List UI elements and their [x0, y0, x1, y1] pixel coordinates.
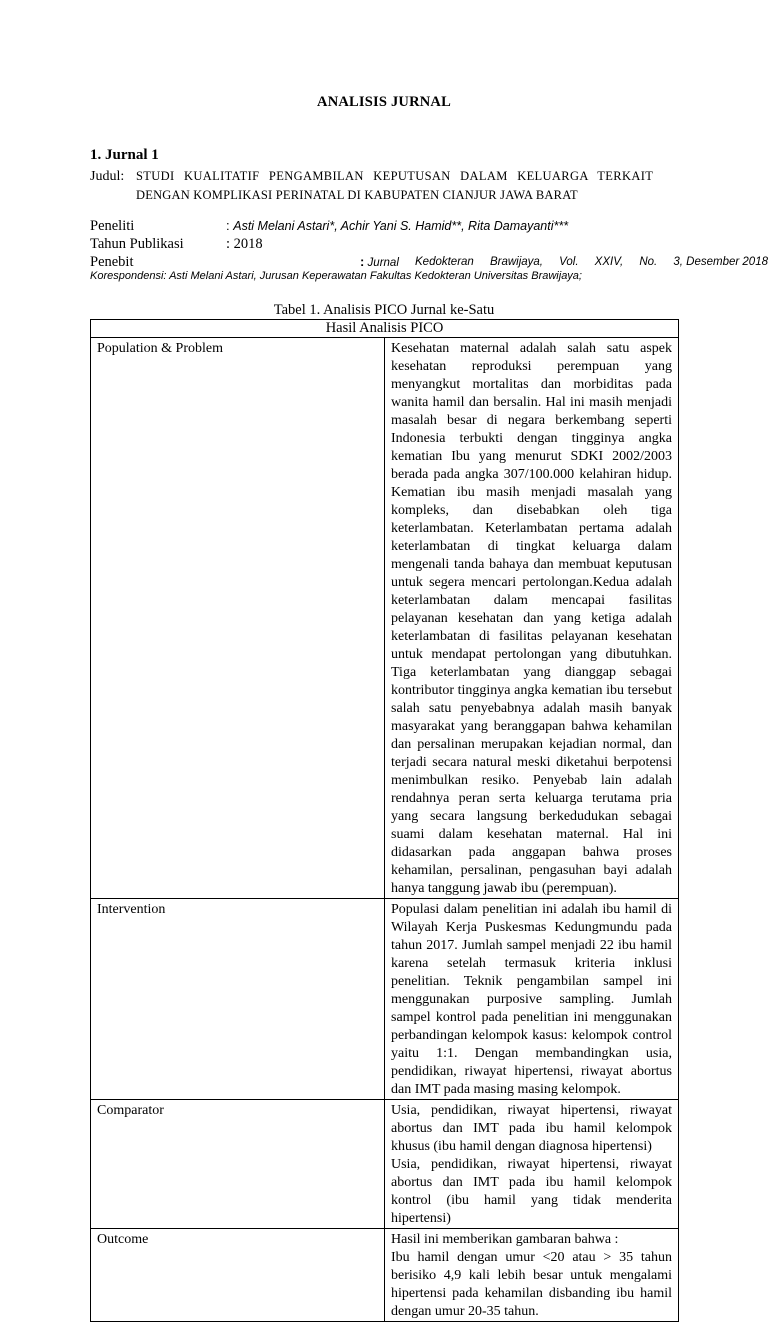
- row-text-outcome: [385, 1229, 679, 1322]
- tahun-value: : 2018: [226, 236, 263, 252]
- penerbit-part: No.: [639, 256, 658, 268]
- penerbit-row: [90, 253, 768, 271]
- table-header: Hasil Analisis PICO: [91, 320, 679, 338]
- peneliti-value: Asti Melani Astari*, Achir Yani S. Hamid**, Rita Damayanti***: [233, 219, 569, 233]
- comparator-paragraph-1: Usia, pendidikan, riwayat hipertensi, riwayat abortus dan IMT pada ibu hamil kelompok khusus (ibu hamil dengan diagnosa hipertensi): [391, 1103, 672, 1154]
- table-row: [91, 899, 679, 1100]
- korespondensi-line: Korespondensi: Asti Melani Astari, Jurusan Keperawatan Fakultas Kedokteran Universitas Brawijaya;: [90, 270, 582, 282]
- pico-table: [90, 319, 679, 1322]
- row-label-intervention: Intervention: [91, 899, 385, 1100]
- outcome-paragraph-2: Ibu hamil dengan umur <20 atau > 35 tahun berisiko 4,9 kali lebih besar untuk mengalami hipertensi pada kehamilan disbanding ibu hamil dengan umur 20-35 tahun.: [391, 1250, 672, 1319]
- row-text-intervention: [385, 899, 679, 1100]
- tahun-label: Tahun Publikasi: [90, 236, 184, 252]
- journal-heading: 1. Jurnal 1: [90, 147, 159, 163]
- judul-label: Judul:: [90, 169, 125, 184]
- tahun-row: [90, 235, 690, 253]
- judul-line-2: DENGAN KOMPLIKASI PERINATAL DI KABUPATEN CIANJUR JAWA BARAT: [136, 188, 578, 202]
- penerbit-part: Jurnal: [367, 257, 399, 269]
- document-title: ANALISIS JURNAL: [317, 94, 451, 110]
- judul-line-1: STUDI KUALITATIF PENGAMBILAN KEPUTUSAN DALAM KELUARGA TERKAIT: [136, 169, 654, 183]
- comparator-paragraph-2: Usia, pendidikan, riwayat hipertensi, riwayat abortus dan IMT pada ibu hamil kelompok kontrol (ibu hamil yang tidak menderita hipertensi): [391, 1157, 672, 1226]
- row-label-population: Population & Problem: [91, 338, 385, 899]
- table-header-row: [91, 320, 679, 338]
- peneliti-colon: :: [226, 218, 234, 233]
- table-row: [91, 1229, 679, 1322]
- peneliti-label: Peneliti: [90, 218, 135, 234]
- penerbit-part: Kedokteran: [415, 256, 474, 268]
- journal-title-block: [90, 167, 680, 204]
- row-text-comparator: [385, 1100, 679, 1229]
- penerbit-label: Penebit: [90, 254, 134, 270]
- penerbit-part: Vol.: [559, 256, 579, 268]
- penerbit-part: 3, Desember 2018: [673, 256, 768, 268]
- intervention-paragraph: Populasi dalam penelitian ini adalah ibu hamil di Wilayah Kerja Puskesmas Kedungmundu pada tahun 2017. Jumlah sampel menjadi 22 ibu hamil karena setelah termasuk kriteria inklusi penelitian. Teknik pengambilan sampel ini menggunakan purposive sampling. Jumlah sampel kontrol pada penelitian ini menggunakan perbandingan kelompok kasus: kelompok control yaitu 1:1. Dengan membandingkan usia, pendidikan, riwayat hipertensi, riwayat abortus dan IMT pada masing masing kelompok.: [391, 902, 672, 1097]
- table-caption: Tabel 1. Analisis PICO Jurnal ke-Satu: [273, 302, 495, 318]
- peneliti-row: [90, 217, 690, 235]
- table-row: [91, 1100, 679, 1229]
- outcome-paragraph-1: Hasil ini memberikan gambaran bahwa :: [391, 1232, 619, 1247]
- penerbit-colon: :: [360, 254, 365, 269]
- population-paragraph: Kesehatan maternal adalah salah satu aspek kesehatan reproduksi perempuan yang menyangkut mortalitas dan morbiditas pada wanita hamil dan bersalin. Hal ini masih menjadi masalah besar di negara berkembang seperti Indonesia terbukti dengan tingginya angka kematian Ibu yang menurut SDKI 2002/2003 berada pada angka 307/100.000 kelahiran hidup. Kematian ibu masih menjadi masalah yang kompleks, dan disebabkan oleh tiga keterlambatan. Keterlambatan pertama adalah keterlambatan di tingkat keluarga dalam mengenali tanda bahaya dan membuat keputusan untuk segera mencari pertolongan.Kedua adalah keterlambatan dalam mencapai fasilitas pelayanan kesehatan dan yang ketiga adalah keterlambatan di fasilitas pelayanan kesehatan untuk mendapat pertolongan yang dibutuhkan. Tiga keterlambatan yang dianggap sebagai kontributor tingginya angka kematian ibu tersebut salah satu penyebabnya adalah masih banyak masyarakat yang beranggapan bahwa kehamilan dan persalinan merupakan kejadian normal, dan terjadi secara natural meski diketahui berpotensi menimbulkan resiko. Penyebab lain adalah rendahnya peran serta keluarga terutama pria yang secara langsung berkedudukan sebagai suami dalam kesehatan maternal. Hal ini didasarkan pada anggapan bahwa proses kehamilan, persalinan, pengasuhan bayi adalah hanya tanggung jawab ibu (perempuan).: [391, 341, 672, 896]
- row-label-comparator: Comparator: [91, 1100, 385, 1229]
- row-text-population: [385, 338, 679, 899]
- penerbit-part: Brawijaya,: [489, 256, 544, 268]
- row-label-outcome: Outcome: [91, 1229, 385, 1322]
- table-row: [91, 338, 679, 899]
- penerbit-part: XXIV,: [594, 256, 624, 268]
